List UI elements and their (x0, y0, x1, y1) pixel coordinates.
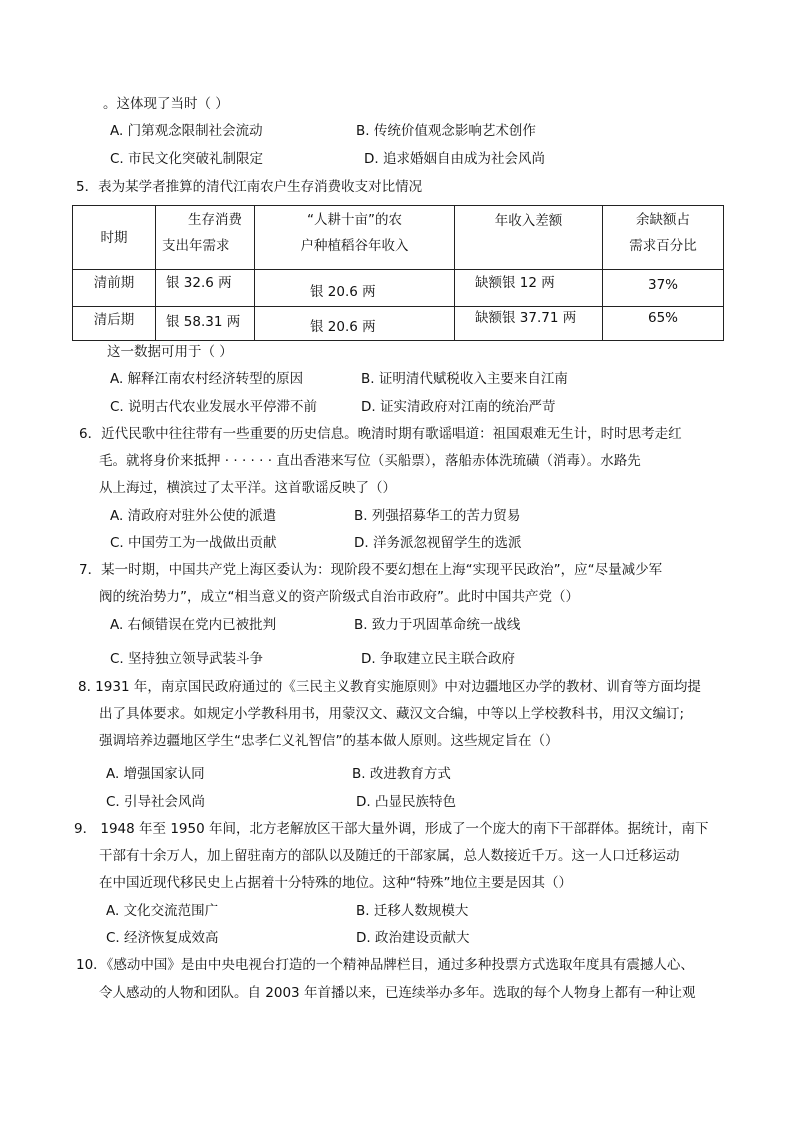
q8-option-b: B. 改进教育方式 (352, 766, 451, 782)
row1-need: 银 32.6 两 (156, 270, 255, 307)
header-pct-line1: 余缺额占 (636, 211, 690, 228)
table-row (73, 270, 724, 307)
header-pct-line2: 需求百分比 (629, 237, 697, 254)
q8-option-c: C. 引导社会风尚 (106, 794, 206, 810)
q9-line-3: 在中国近现代移民史上占据着十分特殊的地位。这种“特殊”地位主要是因其（） (99, 875, 572, 891)
q8-line-3: 强调培养边疆地区学生“忠孝仁义礼智信”的基本做人原则。这些规定旨在（） (99, 733, 559, 749)
q9-line-2: 干部有十余万人，加上留驻南方的部队以及随迁的干部家属，总人数接近千万。这一人口迁移运动 (99, 848, 680, 864)
q9-option-d: D. 政治建设贡献大 (356, 930, 470, 946)
header-income-line1: “人耕十亩”的农 (307, 211, 402, 228)
q6-line-1: 6．近代民歌中往往带有一些重要的历史信息。晚清时期有歌谣唱道：祖国艰难无生计，时时思考走红 (79, 426, 682, 442)
q5-option-c: C. 说明古代农业发展水平停滞不前 (110, 399, 318, 415)
row1-pct: 37% (603, 270, 724, 307)
table-header-row (73, 206, 724, 270)
header-need-line1: 生存消费 (188, 211, 242, 228)
header-income (255, 206, 455, 270)
q4-tail: 。这体现了当时（ ） (103, 96, 229, 112)
q7-line-2: 阀的统治势力”，成立“相当意义的资产阶级式自治市政府”。此时中国共产党（） (99, 589, 579, 605)
q9-option-b: B. 迁移人数规模大 (356, 903, 469, 919)
q8-line-2: 出了具体要求。如规定小学教科用书，用蒙汉文、藏汉文合编，中等以上学校教科书，用汉文编订; (99, 706, 685, 722)
q6-option-b: B. 列强招募华工的苦力贸易 (354, 508, 521, 524)
header-pct (603, 206, 724, 270)
header-need (156, 206, 255, 270)
q8-option-a: A. 增强国家认同 (106, 766, 205, 782)
q7-option-a: A. 右倾错误在党内已被批判 (110, 617, 277, 633)
q6-line-3: 从上海过，横滨过了太平洋。这首歌谣反映了（） (99, 480, 396, 496)
row1-income: 银 20.6 两 (255, 270, 455, 307)
q7-line-1: 7．某一时期，中国共产党上海区委认为：现阶段不要幻想在上海“实现平民政治”，应“尽量减少军 (79, 562, 663, 578)
q5-option-d: D. 证实清政府对江南的统治严苛 (361, 399, 556, 415)
q8-option-d: D. 凸显民族特色 (356, 794, 456, 810)
q10-line-2: 令人感动的人物和团队。自 2003 年首播以来，已连续举办多年。选取的每个人物身上都有一种让观 (99, 985, 696, 1001)
q7-option-c: C. 坚持独立领导武装斗争 (110, 651, 264, 667)
q9-option-a: A. 文化交流范围广 (106, 903, 219, 919)
q5-option-a: A. 解释江南农村经济转型的原因 (110, 371, 304, 387)
q6-line-2: 毛。就将身价来抵押 · · · · · · 直出香港来写位（买船票），落船赤体洗琉磺（消毒）。水路先 (99, 453, 641, 469)
q6-option-c: C. 中国劳工为一战做出贡献 (110, 535, 277, 551)
q5-table (72, 205, 724, 341)
q4-option-b: B. 传统价值观念影响艺术创作 (356, 123, 536, 139)
q4-option-d: D. 追求婚姻自由成为社会风尚 (364, 151, 545, 167)
q7-option-d: D. 争取建立民主联合政府 (361, 651, 515, 667)
q5-option-b: B. 证明清代赋税收入主要来自江南 (361, 371, 568, 387)
q8-line-1: 8. 1931 年，南京国民政府通过的《三民主义教育实施原则》中对边疆地区办学的教材、训育等方面均提 (78, 679, 701, 695)
row2-pct: 65% (603, 307, 724, 341)
q5-stem: 5．表为某学者推算的清代江南农户生存消费收支对比情况 (76, 179, 423, 195)
row1-gap: 缺额银 12 两 (455, 270, 603, 307)
q5-question: 这一数据可用于（ ） (107, 344, 233, 360)
q9-option-c: C. 经济恢复成效高 (106, 930, 219, 946)
q6-option-a: A. 清政府对驻外公使的派遣 (110, 508, 277, 524)
header-need-line2: 支出年需求 (162, 237, 230, 254)
q7-option-b: B. 致力于巩固革命统一战线 (354, 617, 521, 633)
row2-income: 银 20.6 两 (255, 307, 455, 341)
row2-period: 清后期 (73, 307, 156, 341)
table-row (73, 307, 724, 341)
q9-line-1: 9． 1948 年至 1950 年间，北方老解放区干部大量外调，形成了一个庞大的南下干部群体。据统计，南下 (74, 821, 709, 837)
row1-period: 清前期 (73, 270, 156, 307)
q10-line-1: 10．《感动中国》是由中央电视台打造的一个精神品牌栏目，通过多种投票方式选取年度具有震撼人心、 (76, 957, 694, 973)
row2-need: 银 58.31 两 (156, 307, 255, 341)
header-income-line2: 户种植稻谷年收入 (300, 237, 409, 254)
q4-option-a: A. 门第观念限制社会流动 (110, 123, 263, 139)
row2-gap: 缺额银 37.71 两 (455, 307, 603, 341)
header-gap: 年收入差额 (455, 206, 603, 270)
header-period: 时期 (73, 206, 156, 270)
q6-option-d: D. 洋务派忽视留学生的选派 (354, 535, 522, 551)
q4-option-c: C. 市民文化突破礼制限定 (110, 151, 264, 167)
